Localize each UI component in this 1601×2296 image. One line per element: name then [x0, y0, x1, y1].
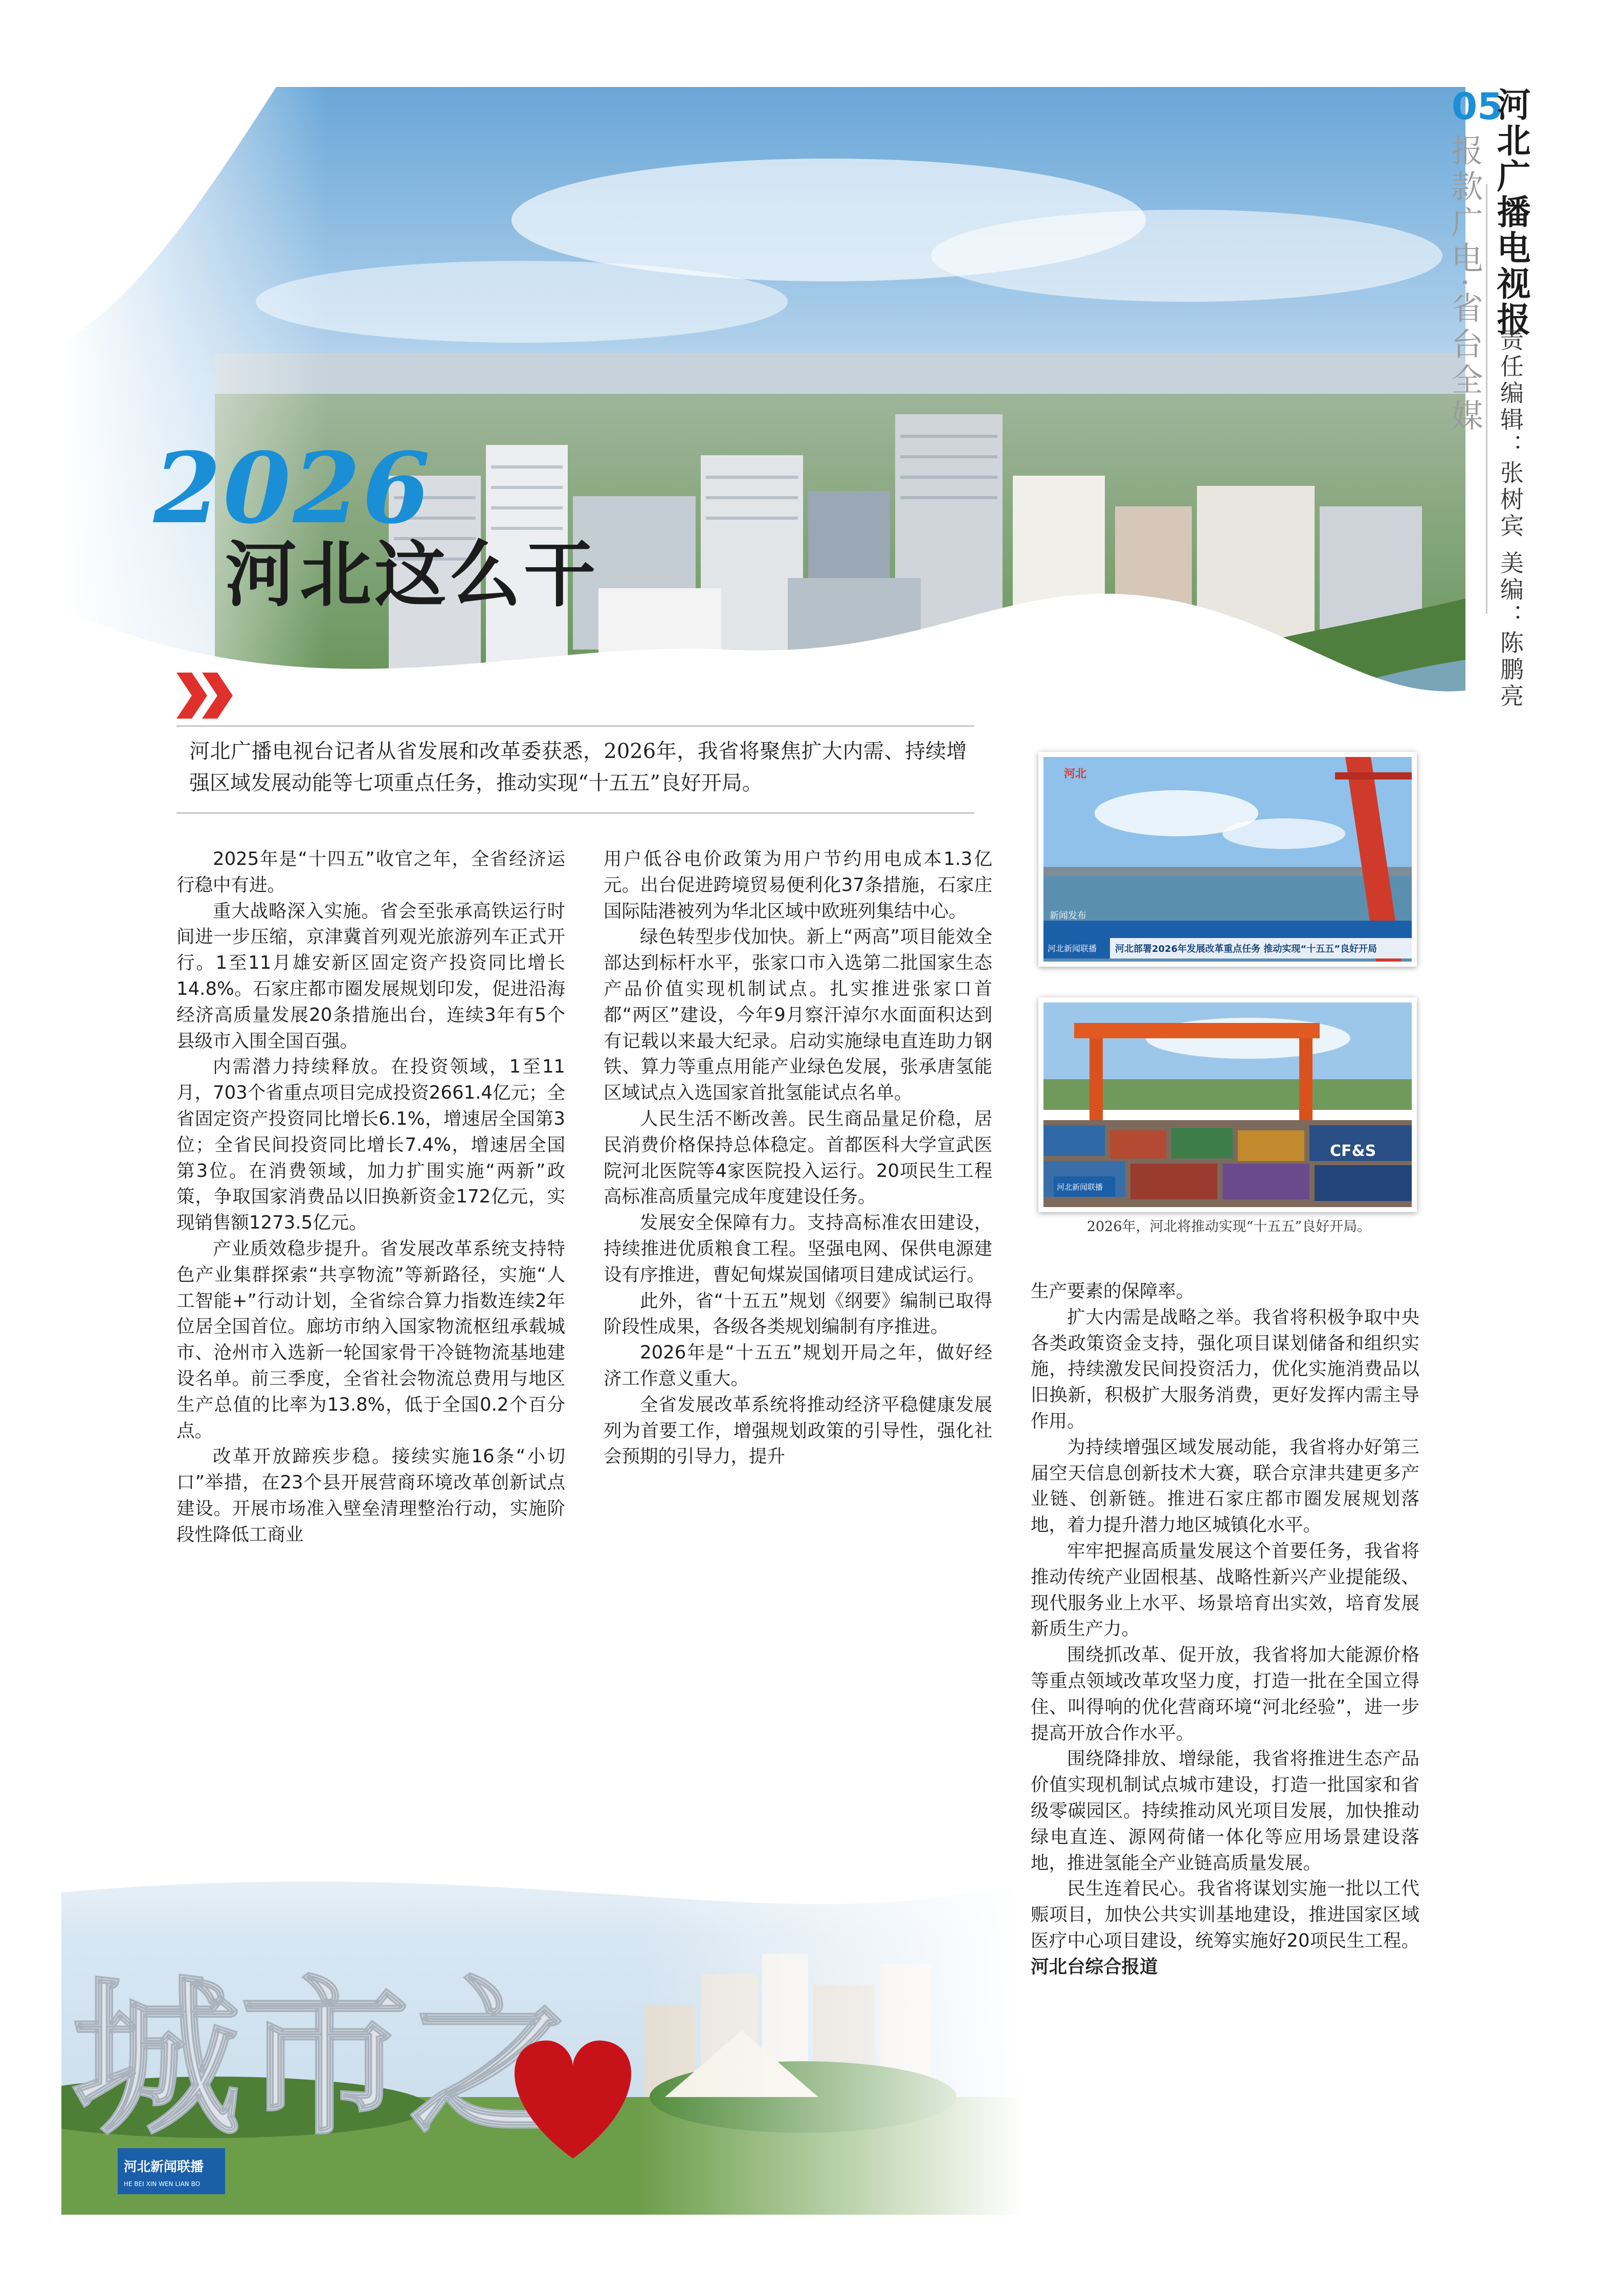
paragraph: 牢牢把握高质量发展这个首要任务，我省将推动传统产业固根基、战略性新兴产业提能级、现代服务业上水平、场景培育出实效，培育发展新质生产力。 — [1031, 1540, 1419, 1640]
paragraph: 用户低谷电价政策为用户节约用电成本1.3亿元。出台促进跨境贸易便利化37条措施，石家庄国际陆港被列为华北区域中欧班列集结中心。 — [604, 849, 992, 922]
photo1-corner-logo: 河北 — [1064, 768, 1087, 781]
body-column-1 — [176, 846, 565, 1548]
news-photo-port — [1038, 752, 1417, 967]
paragraph: 全省发展改革系统将推动经济平稳健康发展列为首要工作，增强规划政策的引导性，强化社会预期的引导力，提升 — [604, 1394, 992, 1467]
paragraph: 改革开放蹄疾步稳。接续实施16条“小切口”举措，在23个县开展营商环境改革创新试点建设。开展市场准入壁垒清理整治行动，实施阶段性降低工商业 — [176, 1446, 565, 1545]
paragraph: 内需潜力持续释放。在投资领域，1至11月，703个省重点项目完成投资2661.4亿元；全省固定资产投资同比增长6.1%，增速居全国第3位；全省民间投资同比增长7.4%，增速居全国第3位。在消费领域，加力扩围实施“两新”政策，争取国家消费品以旧换新资金172亿元，实现销售额1273.5亿元。 — [176, 1056, 565, 1234]
byline: 河北台综合报道 — [1031, 1956, 1158, 1977]
paragraph: 人民生活不断改善。民生商品量足价稳，居民消费价格保持总体稳定。首都医科大学宣武医院河北医院等4家医院投入运行。20项民生工程高标准高质量完成年度建设任务。 — [604, 1108, 992, 1208]
paper-name: 河北广播电视报 — [1491, 87, 1530, 338]
paragraph: 生产要素的保障率。 — [1031, 1281, 1194, 1302]
paragraph: 发展安全保障有力。支持高标准农田建设，持续推进优质粮食工程。坚强电网、保供电源建设有序推进，曹妃甸煤炭国储项目建成试运行。 — [604, 1212, 992, 1285]
paragraph: 为持续增强区域发展动能，我省将办好第三届空天信息创新技术大赛，联合京津共建更多产业链、创新链。推进石家庄都市圈发展规划落地，着力提升潜力地区城镇化水平。 — [1031, 1436, 1419, 1536]
paragraph: 2025年是“十四五”收官之年，全省经济运行稳中有进。 — [176, 849, 565, 896]
paragraph: 此外，省“十五五”规划《纲要》编制已取得阶段性成果，各级各类规划编制有序推进。 — [604, 1290, 992, 1338]
page-number: 05 — [1452, 85, 1503, 128]
photo-caption: 2026年，河北将推动实现“十五五”良好开局。 — [1086, 1219, 1371, 1235]
paragraph: 重大战略深入实施。省会至张承高铁运行时间进一步压缩，京津冀首列观光旅游列车正式开行。1至11月雄安新区固定资产投资同比增长14.8%。石家庄都市圈发展规划印发，促进沿海经济高质量发展20条措施出台，连续3年有5个县级市入围全国百强。 — [176, 900, 565, 1052]
paragraph: 民生连着民心。我省将谋划实施一批以工代赈项目，加快公共实训基地建设，推进国家区域医疗中心项目建设，统筹实施好20项民生工程。河北台综合报道 — [1031, 1878, 1419, 1977]
lead-rule-top — [176, 725, 974, 727]
paragraph: 扩大内需是战略之举。我省将积极争取中央各类政策资金支持，强化项目谋划储备和组织实施，持续激发民间投资活力，优化实施消费品以旧换新，积极扩大服务消费，更好发挥内需主导作用。 — [1031, 1306, 1419, 1432]
photo2-channel: 河北新闻联播 — [1057, 1183, 1103, 1192]
paragraph: 产业质效稳步提升。省发展改革系统支持特色产业集群探索“共享物流”等新路径，实施“人工智能+”行动计划，全省综合算力指数连续2年位居全国首位。廊坊市纳入国家物流枢纽承载城市、沧州市入选新一轮国家骨干冷链物流基地建设名单。前三季度，全省社会物流总费用与地区生产总值的比率为13.8%，低于全国0.2个百分点。 — [176, 1238, 565, 1441]
lead-rule-bottom — [176, 812, 974, 814]
news-photo-railport — [1038, 997, 1417, 1212]
photo1-ticker: 河北部署2026年发展改革重点任务 推动实现“十五五”良好开局 — [1115, 944, 1377, 954]
paragraph: 绿色转型步伐加快。新上“两高”项目能效全部达到标杆水平，张家口市入选第二批国家生态产品价值实现机制试点。扎实推进张家口首都“两区”建设，今年9月察汗淖尔水面面积达到有记载以来最大纪录。启动实施绿电直连助力钢铁、算力等重点用能产业绿色发展，张承唐氢能区域试点入选国家首批氢能试点名单。 — [604, 926, 992, 1104]
body-column-2 — [604, 846, 992, 1470]
paragraph: 2026年是“十五五”规划开局之年，做好经济工作意义重大。 — [604, 1342, 992, 1389]
chevron-double-icon — [176, 670, 238, 721]
masthead-divider — [1486, 184, 1487, 614]
photo1-channel: 河北新闻联播 — [1048, 944, 1097, 953]
photo1-tag: 新闻发布 — [1050, 910, 1086, 921]
paragraph: 围绕降排放、增绿能，我省将推进生态产品价值实现机制试点城市建设，打造一批国家和省级零碳园区。持续推动风光项目发展，加快推动绿电直连、源网荷储一体化等应用场景建设落地，推进氢能全产业链高质量发展。 — [1031, 1748, 1419, 1874]
photo2-container-text: CF&S — [1330, 1142, 1376, 1160]
headline-year: 2026 — [153, 431, 432, 545]
lead-paragraph: 河北广播电视台记者从省发展和改革委获悉，2026年，我省将聚焦扩大内需、持续增强区域发展动能等七项重点任务，推动实现“十五五”良好开局。 — [189, 740, 967, 795]
column-name: 报款广电·省台全媒 — [1446, 134, 1483, 435]
paragraph: 围绕抓改革、促开放，我省将加大能源价格等重点领域改革攻坚力度，打造一批在全国立得住、叫得响的优化营商环境“河北经验”，进一步提高开放合作水平。 — [1031, 1644, 1419, 1744]
editor-credits: 责任编辑：张树宾 美编：陈鹏亮 — [1497, 327, 1524, 710]
headline-title: 河北这么干 — [225, 533, 599, 617]
hero-cityscape-image — [61, 87, 1465, 742]
body-column-3 — [1031, 1279, 1419, 1980]
city-sign-image — [61, 1790, 1023, 2215]
